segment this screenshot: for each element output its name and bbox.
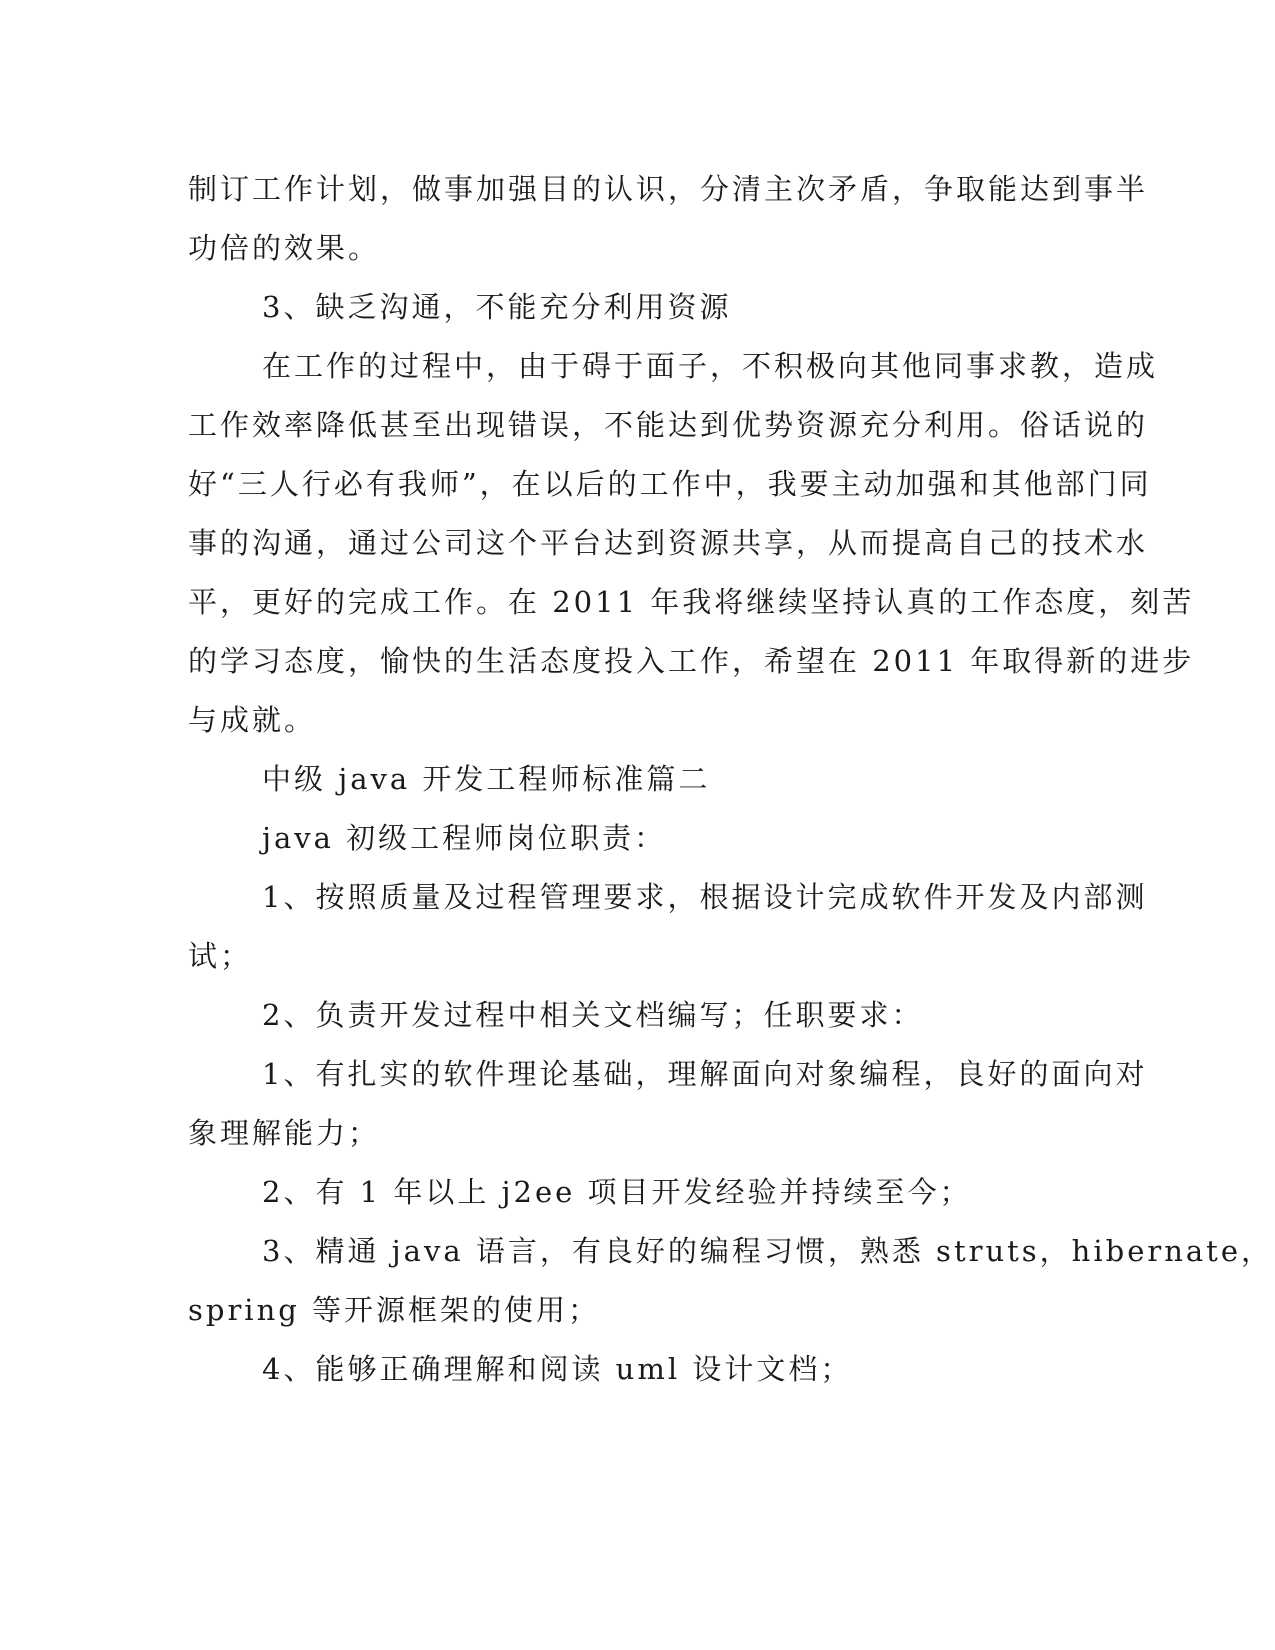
text-line: 2、负责开发过程中相关文档编写；任职要求： [262, 998, 924, 1032]
text-line: 功倍的效果。 [188, 231, 381, 265]
text-line: 事的沟通，通过公司这个平台达到资源共享，从而提高自己的技术水 [188, 526, 1149, 560]
text-line: 3、缺乏沟通，不能充分利用资源 [262, 290, 732, 324]
text-line: spring 等开源框架的使用； [188, 1293, 601, 1327]
text-line: 与成就。 [188, 703, 317, 737]
text-line: 制订工作计划，做事加强目的认识，分清主次矛盾，争取能达到事半 [188, 172, 1149, 206]
text-line: java 初级工程师岗位职责： [262, 821, 667, 855]
text-line: 象理解能力； [188, 1116, 381, 1150]
text-line: 工作效率降低甚至出现错误，不能达到优势资源充分利用。俗话说的 [188, 408, 1149, 442]
text-line: 好“三人行必有我师”，在以后的工作中，我要主动加强和其他部门同 [188, 467, 1152, 501]
text-line: 的学习态度，愉快的生活态度投入工作，希望在 2011 年取得新的进步 [188, 644, 1195, 678]
text-line: 1、按照质量及过程管理要求，根据设计完成软件开发及内部测 [262, 880, 1148, 914]
section-heading: 中级 java 开发工程师标准篇二 [262, 762, 711, 796]
text-line: 1、有扎实的软件理论基础，理解面向对象编程，良好的面向对 [262, 1057, 1148, 1091]
text-line: 平，更好的完成工作。在 2011 年我将继续坚持认真的工作态度，刻苦 [188, 585, 1195, 619]
text-line: 在工作的过程中，由于碍于面子，不积极向其他同事求教，造成 [262, 349, 1159, 383]
text-line: 4、能够正确理解和阅读 uml 设计文档； [262, 1352, 853, 1386]
text-line: 2、有 1 年以上 j2ee 项目开发经验并持续至今； [262, 1175, 972, 1209]
text-line: 试； [188, 939, 253, 973]
text-line: 3、精通 java 语言，有良好的编程习惯，熟悉 struts，hibernate， [262, 1234, 1273, 1268]
